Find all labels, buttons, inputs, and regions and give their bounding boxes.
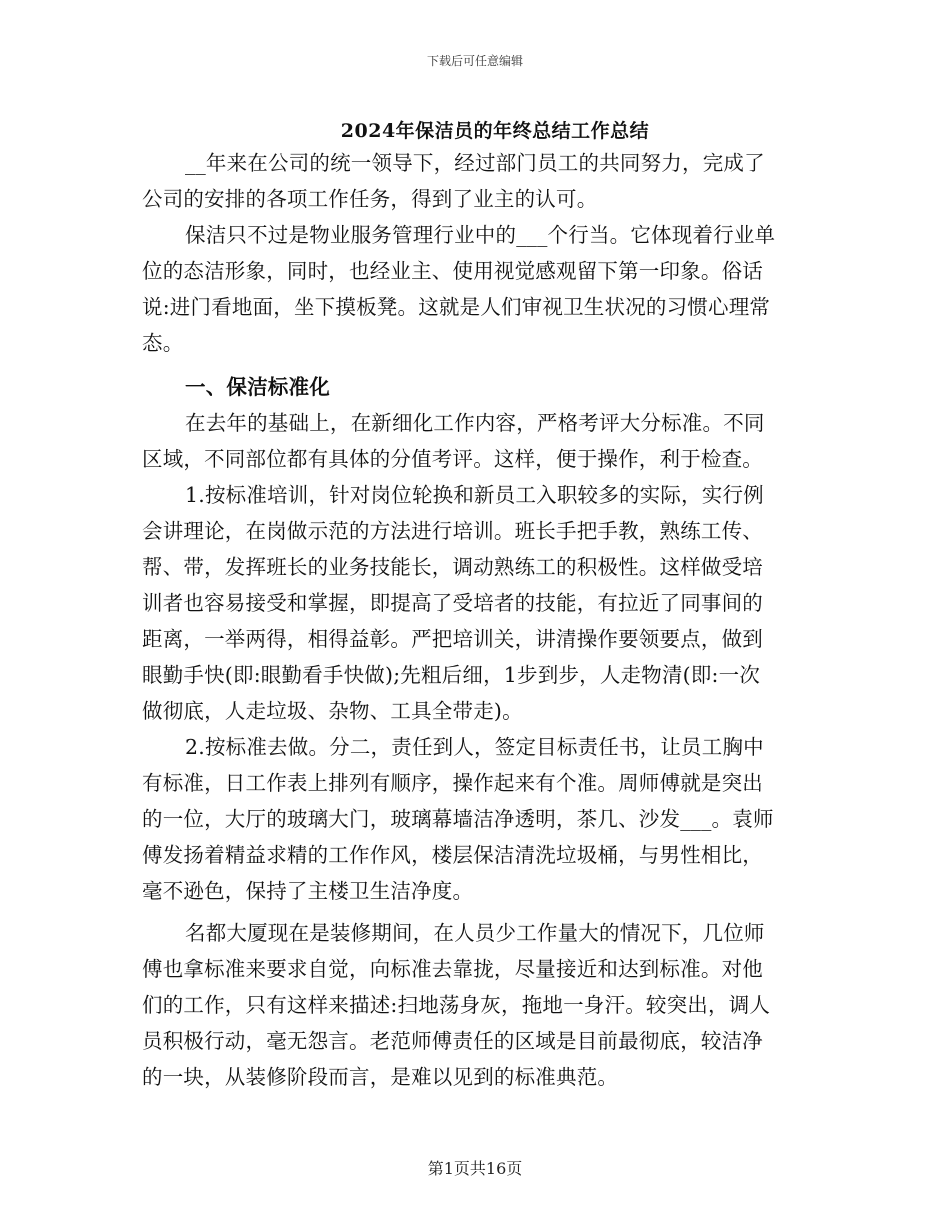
- text-line: 训者也容易接受和掌握，即提高了受培者的技能，有拉近了同事间的: [142, 591, 763, 615]
- text-line: 会讲理论，在岗做示范的方法进行培训。班长手把手教，熟练工传、: [142, 519, 763, 543]
- text-line: 名都大厦现在是装修期间，在人员少工作量大的情况下，几位师: [185, 921, 765, 945]
- text-line: 们的工作，只有这样来描述:扫地荡身灰，拖地一身汗。较突出，调人: [142, 993, 771, 1017]
- document-body: [142, 145, 822, 1095]
- text-line: 说:进门看地面，坐下摸板凳。这就是人们审视卫生状况的习惯心理常: [142, 295, 771, 319]
- text-line: 毫不逊色，保持了主楼卫生洁净度。: [142, 879, 474, 903]
- text-line: 的一位，大厅的玻璃大门，玻璃幕墙洁净透明，茶几、沙发___。袁师: [142, 807, 774, 831]
- header-note: 下载后可任意编辑: [426, 54, 523, 68]
- section-heading: 一、保洁标准化: [185, 375, 330, 399]
- text-line: 位的态洁形象，同时，也经业主、使用视觉感观留下第一印象。俗话: [142, 259, 763, 283]
- text-line: 距离，一举两得，相得益彰。严把培训关，讲清操作要领要点，做到: [142, 627, 763, 651]
- text-line: 公司的安排的各项工作任务，得到了业主的认可。: [142, 187, 598, 211]
- text-line: 态。: [142, 331, 184, 355]
- text-line: __年来在公司的统一领导下，经过部门员工的共同努力，完成了: [185, 151, 765, 175]
- text-line: 眼勤手快(即:眼勤看手快做);先粗后细，1步到步，人走物清(即:一次: [142, 663, 761, 687]
- text-line: 员积极行动，毫无怨言。老范师傅责任的区域是目前最彻底，较洁净: [142, 1029, 763, 1053]
- text-line: 1.按标准培训，针对岗位轮换和新员工入职较多的实际，实行例: [185, 483, 764, 507]
- text-line: 做彻底，人走垃圾、杂物、工具全带走)。: [142, 699, 523, 723]
- page-number-footer: 第1页共16页: [427, 1159, 523, 1178]
- text-line: 2.按标准去做。分二，责任到人，签定目标责任书，让员工胸中: [185, 735, 764, 759]
- text-line: 在去年的基础上，在新细化工作内容，严格考评大分标准。不同: [185, 411, 765, 435]
- text-line: 区域，不同部位都有具体的分值考评。这样，便于操作，利于检查。: [142, 447, 763, 471]
- text-line: 傅也拿标准来要求自觉，向标准去靠拢，尽量接近和达到标准。对他: [142, 957, 763, 981]
- text-line: 的一块，从装修阶段而言，是难以见到的标准典范。: [142, 1065, 619, 1089]
- text-line: 保洁只不过是物业服务管理行业中的___个行当。它体现着行业单: [185, 223, 776, 247]
- text-line: 傅发扬着精益求精的工作作风，楼层保洁清洗垃圾桶，与男性相比，: [142, 843, 763, 867]
- document-title: 2024年保洁员的年终总结工作总结: [340, 120, 650, 142]
- text-line: 有标准，日工作表上排列有顺序，操作起来有个准。周师傅就是突出: [142, 771, 763, 795]
- text-line: 帮、带，发挥班长的业务技能长，调动熟练工的积极性。这样做受培: [142, 555, 763, 579]
